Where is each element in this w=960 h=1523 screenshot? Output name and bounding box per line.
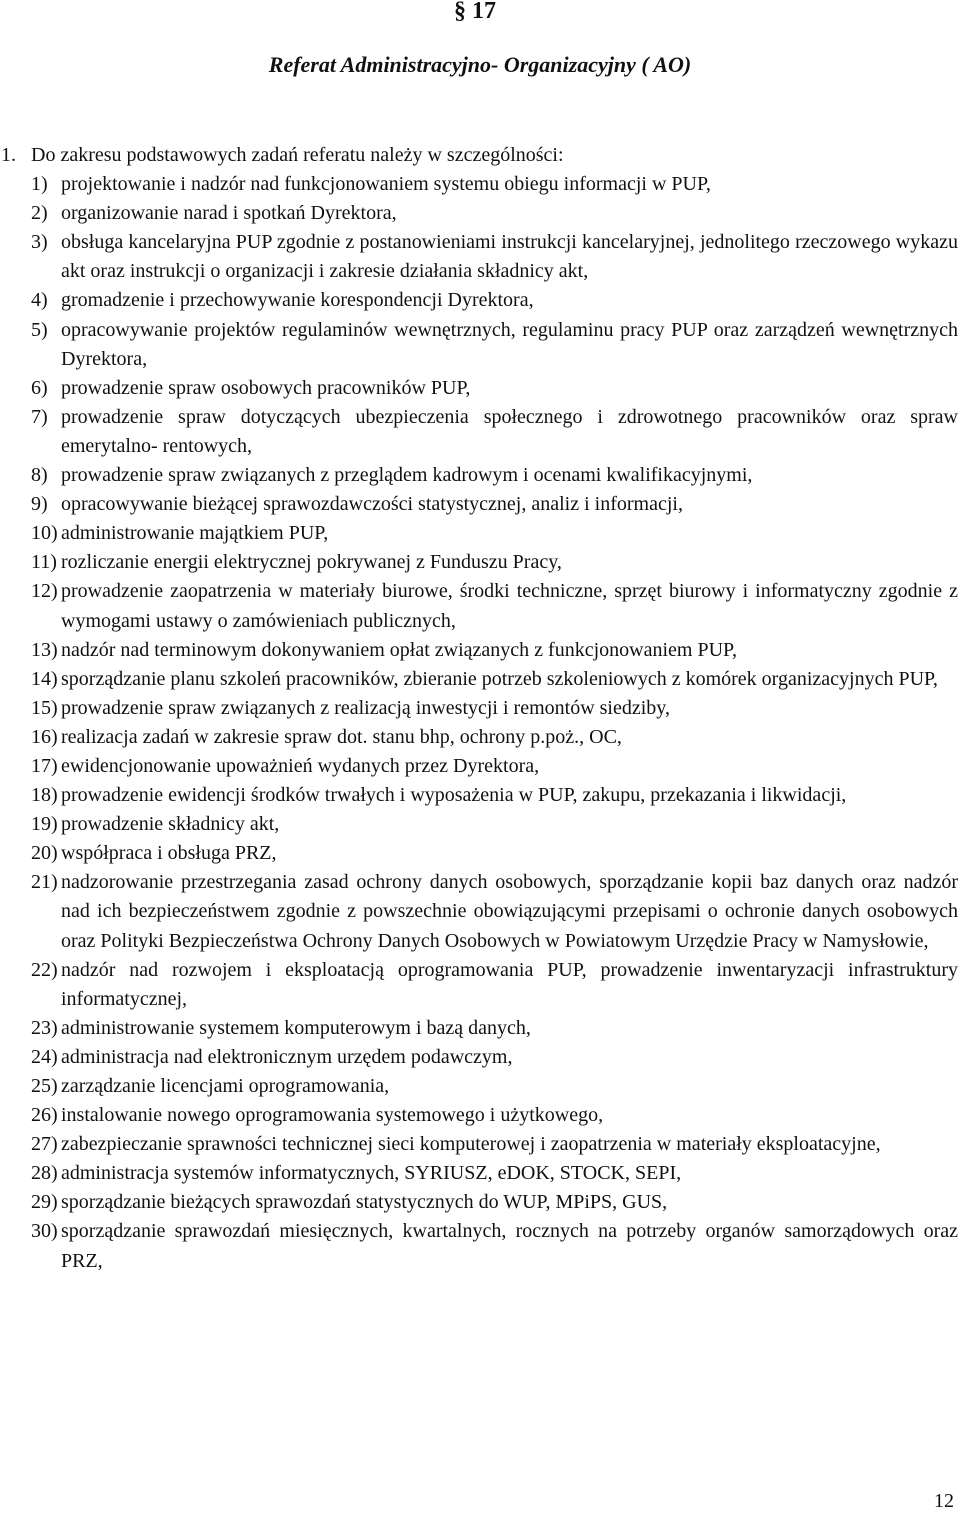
list-item (0, 1159, 958, 1188)
list-item-text: nadzór nad terminowym dokonywaniem opłat związanych z funkcjonowaniem PUP, (61, 638, 737, 661)
list-item-text: administracja nad elektronicznym urzędem podawczym, (61, 1045, 513, 1068)
list-item-text: opracowywanie projektów regulaminów wewnętrznych, regulaminu pracy PUP oraz zarządzeń wewnętrznych Dyrektora, (61, 318, 958, 370)
list-item-text: opracowywanie bieżącej sprawozdawczości statystycznej, analiz i informacji, (61, 493, 683, 516)
list-item (0, 1014, 958, 1043)
list-item-text: organizowanie narad i spotkań Dyrektora, (61, 202, 397, 225)
list-item (0, 403, 958, 461)
list-item-text: sporządzanie sprawozdań miesięcznych, kwartalnych, rocznych na potrzeby organów samorządowych oraz PRZ, (61, 1220, 958, 1272)
list-item-number: 2) (31, 202, 48, 225)
list-item-number: 6) (31, 376, 48, 399)
list-item (0, 868, 958, 955)
duty-list (0, 170, 958, 1276)
list-item (0, 694, 958, 723)
list-item-number: 10) (31, 522, 58, 545)
list-item (0, 810, 958, 839)
list-item-number: 16) (31, 725, 58, 748)
list-item-number: 27) (31, 1133, 58, 1156)
list-item-number: 22) (31, 958, 58, 981)
list-item (0, 636, 958, 665)
list-item (0, 286, 958, 315)
list-item-text: obsługa kancelaryjna PUP zgodnie z postanowieniami instrukcji kancelaryjnej, jednolitego rzeczowego wykazu akt oraz instrukcji o organizacji i zakresie działania składnicy akt, (61, 231, 958, 283)
list-item-number: 11) (31, 551, 57, 574)
list-item (0, 665, 958, 694)
intro-text: Do zakresu podstawowych zadań referatu należy w szczególności: (31, 144, 564, 166)
list-item (0, 461, 958, 490)
list-item-number: 3) (31, 231, 48, 254)
list-item-number: 23) (31, 1016, 58, 1039)
list-item (0, 199, 958, 228)
list-item-text: współpraca i obsługa PRZ, (61, 842, 277, 865)
list-item (0, 374, 958, 403)
intro-number: 1. (1, 144, 16, 166)
list-item-text: sporządzanie planu szkoleń pracowników, zbieranie potrzeb szkoleniowych z komórek organizacyjnych PUP, (61, 667, 938, 690)
list-item-number: 1) (31, 173, 48, 196)
list-item-number: 12) (31, 580, 58, 603)
list-item (0, 316, 958, 374)
list-item-text: administrowanie systemem komputerowym i bazą danych, (61, 1016, 531, 1039)
list-item-number: 18) (31, 784, 58, 807)
list-item (0, 1043, 958, 1072)
list-item (0, 519, 958, 548)
list-item-text: prowadzenie spraw osobowych pracowników PUP, (61, 376, 471, 399)
list-item-text: prowadzenie zaopatrzenia w materiały biurowe, środki techniczne, sprzęt biurowy i informatyczny zgodnie z wymogami ustawy o zamówieniach publicznych, (61, 580, 958, 632)
list-item (0, 577, 958, 635)
list-item (0, 490, 958, 519)
list-item-text: zarządzanie licencjami oprogramowania, (61, 1075, 390, 1097)
document-title: Referat Administracyjno- Organizacyjny ( AO) (268, 52, 692, 77)
list-item-text: prowadzenie ewidencji środków trwałych i wyposażenia w PUP, zakupu, przekazania i likwidacji, (61, 784, 847, 807)
list-item-number: 20) (31, 842, 58, 865)
list-item-text: administrowanie majątkiem PUP, (61, 522, 329, 545)
list-item-number: 13) (31, 638, 58, 661)
list-item-text: realizacja zadań w zakresie spraw dot. stanu bhp, ochrony p.poż., OC, (61, 725, 622, 748)
section-heading: § 17 (454, 0, 496, 24)
intro-paragraph (0, 141, 958, 170)
list-item (0, 1217, 958, 1275)
list-item-text: prowadzenie spraw związanych z przeglądem kadrowym i ocenami kwalifikacyjnymi, (61, 464, 753, 487)
list-item-number: 24) (31, 1045, 58, 1068)
list-item-number: 30) (31, 1220, 58, 1243)
list-item-text: nadzorowanie przestrzegania zasad ochrony danych osobowych, sporządzanie kopii baz danych oraz nadzór nad ich bezpieczeństwem zgodnie z powszechnie obowiązującymi przepisami o ochronie danych osobowych oraz Polityki Bezpieczeństwa Ochrony Danych Osobowych w Powiatowym Urzędzie Pracy w Namysłowie, (61, 871, 958, 952)
list-item (0, 228, 958, 286)
list-item-number: 15) (31, 696, 58, 719)
list-item-text: rozliczanie energii elektrycznej pokrywanej z Funduszu Pracy, (61, 551, 562, 574)
list-item (0, 548, 958, 577)
list-item-text: gromadzenie i przechowywanie korespondencji Dyrektora, (61, 289, 534, 312)
list-item (0, 1072, 958, 1101)
list-item (0, 781, 958, 810)
list-item (0, 752, 958, 781)
list-item-number: 4) (31, 289, 48, 312)
list-item-text: sporządzanie bieżących sprawozdań statystycznych do WUP, MPiPS, GUS, (61, 1191, 668, 1214)
list-item (0, 170, 958, 199)
list-item-number: 26) (31, 1104, 58, 1127)
list-item-number: 9) (31, 493, 48, 516)
list-item (0, 1130, 958, 1159)
list-item-number: 28) (31, 1162, 58, 1185)
list-item-number: 8) (31, 464, 48, 487)
list-item (0, 1101, 958, 1130)
list-item-text: zabezpieczanie sprawności technicznej sieci komputerowej i zaopatrzenia w materiały eksploatacyjne, (61, 1133, 881, 1156)
list-item-text: administracja systemów informatycznych, SYRIUSZ, eDOK, STOCK, SEPI, (61, 1162, 682, 1185)
list-item-text: prowadzenie spraw dotyczących ubezpieczenia społecznego i zdrowotnego pracowników oraz spraw emerytalno- rentowych, (61, 405, 958, 457)
list-item-number: 7) (31, 405, 48, 428)
list-item-text: prowadzenie składnicy akt, (61, 813, 280, 836)
list-item-text: instalowanie nowego oprogramowania systemowego i użytkowego, (61, 1104, 604, 1127)
main-text (0, 141, 958, 1276)
page-number: 12 (934, 1490, 954, 1512)
list-item (0, 723, 958, 752)
list-item-text: ewidencjonowanie upoważnień wydanych przez Dyrektora, (61, 754, 540, 777)
list-item (0, 956, 958, 1014)
list-item-number: 25) (31, 1075, 58, 1097)
list-item-number: 5) (31, 318, 48, 341)
list-item-number: 17) (31, 754, 58, 777)
list-item-text: nadzór nad rozwojem i eksploatacją oprogramowania PUP, prowadzenie inwentaryzacji infrastruktury informatycznej, (61, 958, 958, 1010)
list-item-number: 29) (31, 1191, 58, 1214)
list-item-text: prowadzenie spraw związanych z realizacją inwestycji i remontów siedziby, (61, 696, 670, 719)
list-item-number: 19) (31, 813, 58, 836)
list-item (0, 1188, 958, 1217)
list-item-number: 21) (31, 871, 58, 894)
list-item-number: 14) (31, 667, 58, 690)
list-item-text: projektowanie i nadzór nad funkcjonowaniem systemu obiegu informacji w PUP, (61, 173, 711, 196)
list-item (0, 839, 958, 868)
